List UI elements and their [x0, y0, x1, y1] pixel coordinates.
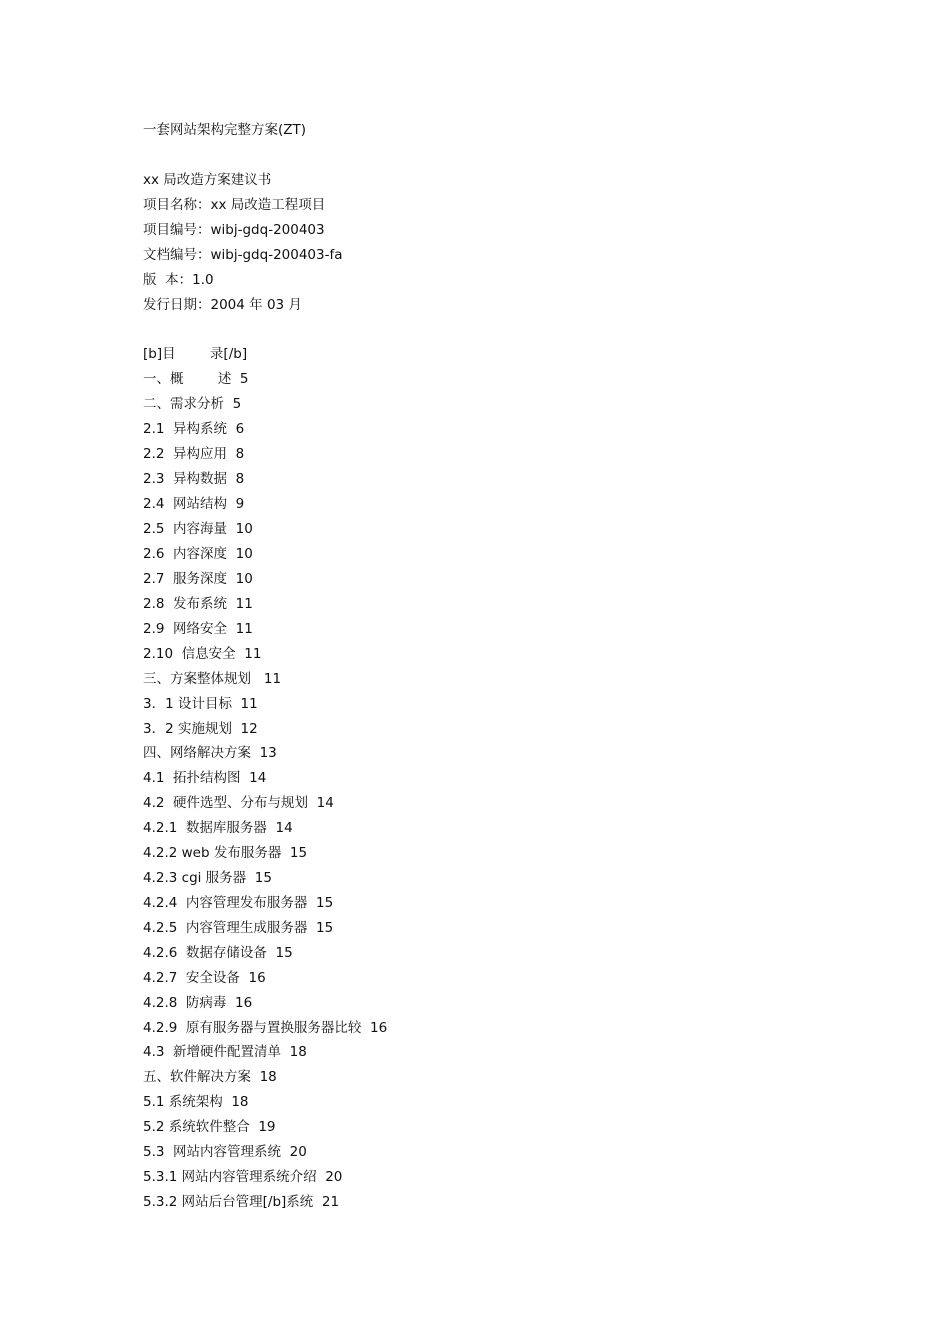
toc-item: 2.8 发布系统 11	[143, 596, 253, 612]
toc-item: 4.2 硬件选型、分布与规划 14	[143, 795, 334, 811]
toc-item: 三、方案整体规划 11	[143, 671, 282, 687]
toc-item: 5.1 系统架构 18	[143, 1094, 249, 1110]
toc-item: 2.2 异构应用 8	[143, 446, 245, 462]
meta-line: 项目编号：wibj-gdq-200403	[143, 222, 325, 238]
toc-item: 4.1 拓扑结构图 14	[143, 770, 267, 786]
toc-item: 4.2.5 内容管理生成服务器 15	[143, 920, 334, 936]
toc-item: 2.1 异构系统 6	[143, 421, 245, 437]
toc-item: 3．2 实施规划 12	[143, 721, 258, 737]
toc-item: 五、软件解决方案 18	[143, 1069, 277, 1085]
toc-item: 5.3.1 网站内容管理系统介绍 20	[143, 1169, 343, 1185]
meta-line: 项目名称：xx 局改造工程项目	[143, 197, 326, 213]
toc-item: 2.6 内容深度 10	[143, 546, 253, 562]
toc-item: 4.2.3 cgi 服务器 15	[143, 870, 272, 886]
toc-item: 4.2.7 安全设备 16	[143, 970, 266, 986]
toc-item: 2.3 异构数据 8	[143, 471, 245, 487]
toc-item: 4.3 新增硬件配置清单 18	[143, 1044, 307, 1060]
toc-item: 5.3 网站内容管理系统 20	[143, 1144, 307, 1160]
toc-item: 4.2.6 数据存储设备 15	[143, 945, 293, 961]
toc-item: 3．1 设计目标 11	[143, 696, 258, 712]
toc-item: 5.2 系统软件整合 19	[143, 1119, 276, 1135]
toc-item: 2.9 网络安全 11	[143, 621, 253, 637]
toc-item: 一、概 述 5	[143, 371, 249, 387]
toc-item: 4.2.1 数据库服务器 14	[143, 820, 293, 836]
meta-line: xx 局改造方案建议书	[143, 172, 272, 188]
toc-item: 四、网络解决方案 13	[143, 745, 277, 761]
meta-line: 发行日期：2004 年 03 月	[143, 297, 302, 313]
toc-item: 4.2.2 web 发布服务器 15	[143, 845, 308, 861]
toc-item: 4.2.4 内容管理发布服务器 15	[143, 895, 334, 911]
toc-item: 4.2.8 防病毒 16	[143, 995, 253, 1011]
meta-line: 文档编号：wibj-gdq-200403-fa	[143, 247, 343, 263]
toc-item: 2.5 内容海量 10	[143, 521, 253, 537]
toc-item: 2.4 网站结构 9	[143, 496, 245, 512]
toc-item: 2.10 信息安全 11	[143, 646, 262, 662]
document-title: 一套网站架构完整方案(ZT)	[143, 122, 307, 138]
toc-heading: [b]目 录[/b]	[143, 346, 248, 362]
toc-item: 5.3.2 网站后台管理[/b]系统 21	[143, 1194, 340, 1210]
toc-item: 2.7 服务深度 10	[143, 571, 253, 587]
meta-line: 版 本：1.0	[143, 272, 214, 288]
toc-item: 4.2.9 原有服务器与置换服务器比较 16	[143, 1020, 388, 1036]
toc-item: 二、需求分析 5	[143, 396, 242, 412]
